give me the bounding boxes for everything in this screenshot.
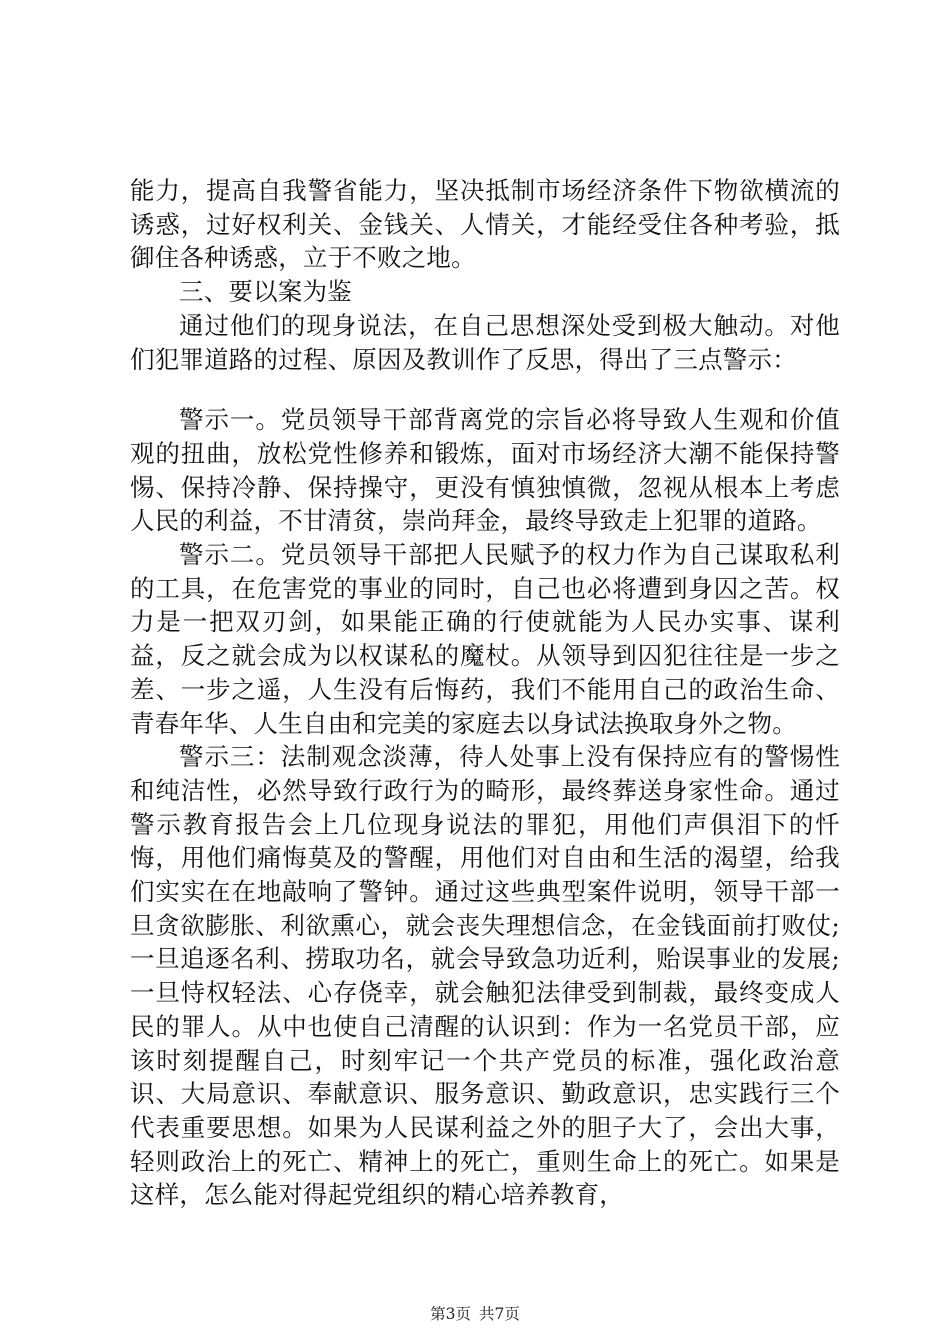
paragraph-warning-three: 警示三：法制观念淡薄，待人处事上没有保持应有的警惕性和纯洁性，必然导致行政行为的畸形，最终葬送身家性命。通过警示教育报告会上几位现身说法的罪犯，用他们声俱泪下的忏悔，用他们痛悔莫及的警醒，用他们对自由和生活的渴望，给我们实实在在地敲响了警钟。通过这些典型案件说明，领导干部一旦贪欲膨胀、利欲熏心，就会丧失理想信念，在金钱面前打败仗;一旦追逐名利、捞取功名，就会导致急功近利，贻误事业的发展;一旦恃权轻法、心存侥幸，就会触犯法律受到制裁，最终变成人民的罪人。从中也使自己清醒的认识到：作为一名党员干部，应该时刻提醒自己，时刻牢记一个共产党员的标准，强化政治意识、大局意识、奉献意识、服务意识、勤政意识，忠实践行三个代表重要思想。如果为人民谋利益之外的胆子大了，会出大事，轻则政治上的死亡、精神上的死亡，重则生命上的死亡。如果是这样，怎么能对得起党组织的精心培养教育， [130,742,840,1210]
paragraph-warning-one: 警示一。党员领导干部背离党的宗旨必将导致人生观和价值观的扭曲，放松党性修养和锻炼，面对市场经济大潮不能保持警惕、保持冷静、保持操守，更没有慎独慎微，忽视从根本上考虑人民的利益，不甘清贫，崇尚拜金，最终导致走上犯罪的道路。 [130,405,840,536]
section-heading: 三、要以案为鉴 [179,277,352,307]
paragraph-intro: 通过他们的现身说法，在自己思想深处受到极大触动。对他们犯罪道路的过程、原因及教训作了反思，得出了三点警示： [130,310,840,374]
page-footer [0,1304,950,1324]
paragraph-continuation: 能力，提高自我警省能力，坚决抵制市场经济条件下物欲横流的诱惑，过好权利关、金钱关、人情关，才能经受住各种考验，抵御住各种诱惑，立于不败之地。 [130,176,840,273]
paragraph-warning-two: 警示二。党员领导干部把人民赋予的权力作为自己谋取私利的工具，在危害党的事业的同时，自己也必将遭到身囚之苦。权力是一把双刃剑，如果能正确的行使就能为人民办实事、谋利益，反之就会成为以权谋私的魔杖。从领导到囚犯往往是一步之差、一步之遥，人生没有后悔药，我们不能用自己的政治生命、青春年华、人生自由和完美的家庭去以身试法换取身外之物。 [130,540,840,738]
page-number: 第3页 [430,1305,471,1323]
page-total: 共7页 [479,1305,520,1323]
document-body [130,174,840,1212]
